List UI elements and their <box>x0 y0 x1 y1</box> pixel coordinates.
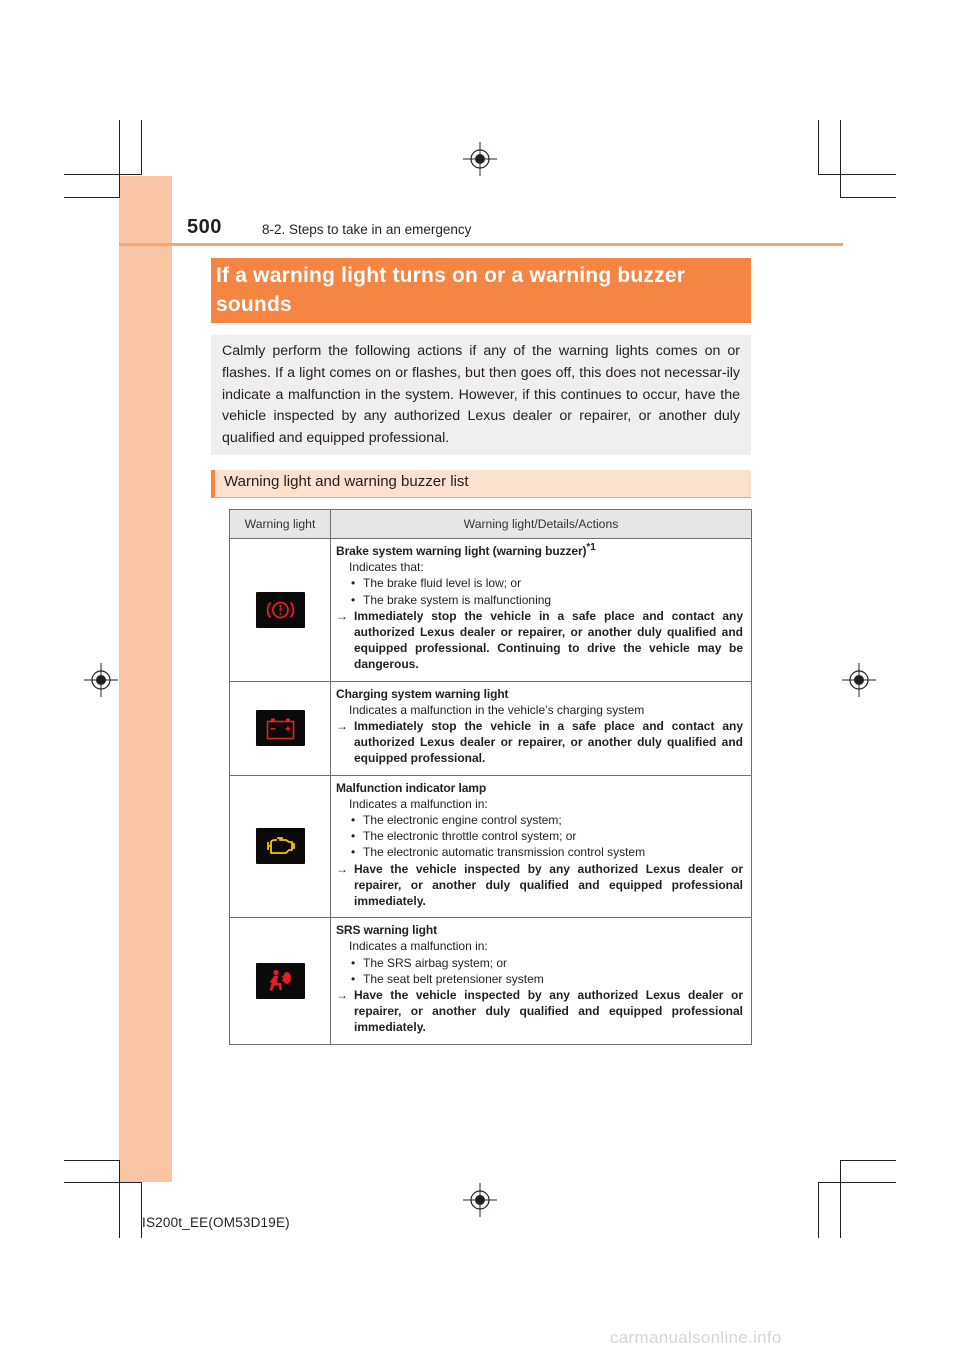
section-title: 8-2. Steps to take in an emergency <box>262 222 472 237</box>
list-item: • The SRS airbag system; or <box>336 955 743 971</box>
icon-cell <box>230 681 331 775</box>
column-header: Warning light <box>230 510 331 539</box>
list-item: • The electronic engine control system; <box>336 812 743 828</box>
crop-mark <box>119 120 120 198</box>
crop-mark <box>818 1182 896 1183</box>
list-item: • The brake fluid level is low; or <box>336 575 743 591</box>
description-cell <box>331 775 752 918</box>
brake-warning-icon <box>256 592 305 628</box>
item-action: → Immediately stop the vehicle in a safe place and contact any authorized Lexus dealer or repairer, or another duly qualified and equipped professional. Continuing to drive the vehicle may be dangerous. <box>336 608 743 672</box>
arrow-icon: → <box>336 608 348 623</box>
crop-mark <box>64 197 120 198</box>
crop-mark <box>64 1160 120 1161</box>
crop-mark <box>818 174 896 175</box>
arrow-icon: → <box>336 861 348 876</box>
item-action: → Immediately stop the vehicle in a safe place and contact any authorized Lexus dealer or repairer, or another duly qualified and equipped professional. <box>336 719 743 766</box>
item-lead: Indicates a malfunction in: <box>349 939 488 954</box>
crop-mark <box>840 120 841 198</box>
crop-mark <box>64 174 142 175</box>
description-cell <box>331 681 752 775</box>
icon-cell <box>230 775 331 918</box>
icon-cell <box>230 918 331 1044</box>
battery-charging-icon <box>256 710 305 746</box>
table-row <box>230 918 752 1044</box>
registration-mark-icon <box>84 663 118 697</box>
page-number: 500 <box>187 216 222 238</box>
item-title: Brake system warning light (warning buzzer)$^{*1}$ <box>336 542 596 558</box>
list-item: • The electronic throttle control system; or <box>336 828 743 844</box>
crop-mark <box>818 120 819 174</box>
crop-mark <box>818 1183 819 1238</box>
item-title: Malfunction indicator lamp <box>336 780 487 795</box>
item-action: → Have the vehicle inspected by any authorized Lexus dealer or repairer, or another duly qualified and equipped professional immediately. <box>336 988 743 1035</box>
icon-cell <box>230 539 331 682</box>
subheading: Warning light and warning buzzer list <box>211 470 751 498</box>
arrow-icon: → <box>336 719 348 734</box>
document-code: IS200t_EE(OM53D19E) <box>142 1215 290 1230</box>
item-lead: Indicates that: <box>349 560 424 575</box>
intro-paragraph: Calmly perform the following actions if any of the warning lights comes on or flashes. If a light comes on or flashes, but then goes off, this does not necessar-ily indicate a malfunction in the system. However, if this continues to occur, have the vehicle inspected by any authorized Lexus dealer or repairer, or another duly qualified and equipped professional. <box>211 335 751 455</box>
footnote-marker: *1 <box>586 542 596 553</box>
list-item: • The electronic automatic transmission control system <box>336 844 743 860</box>
table-row <box>230 681 752 775</box>
page-title-line1: If a warning light turns on or a warning buzzer <box>216 264 686 287</box>
registration-mark-icon <box>463 1183 497 1217</box>
table-row <box>230 539 752 682</box>
registration-mark-icon <box>842 663 876 697</box>
page-title <box>211 258 751 323</box>
item-title: Charging system warning light <box>336 686 509 701</box>
crop-mark <box>119 1160 120 1238</box>
crop-mark <box>840 197 896 198</box>
watermark: carmanualsonline.info <box>610 1328 782 1347</box>
list-item: • The seat belt pretensioner system <box>336 971 743 987</box>
table-row <box>230 775 752 918</box>
item-action: → Have the vehicle inspected by any authorized Lexus dealer or repairer, or another duly qualified and equipped professional immediately. <box>336 861 743 909</box>
description-cell <box>331 918 752 1044</box>
crop-mark <box>840 1160 841 1238</box>
list-item: • The brake system is malfunctioning <box>336 592 743 608</box>
item-lead: Indicates a malfunction in the vehicle’s charging system <box>349 702 645 717</box>
warning-light-table <box>229 509 752 1045</box>
table-header-row <box>230 510 752 539</box>
item-title: SRS warning light <box>336 923 437 938</box>
crop-mark <box>64 1182 142 1183</box>
crop-mark <box>141 120 142 174</box>
engine-check-icon <box>256 828 305 864</box>
crop-mark <box>840 1160 896 1161</box>
side-color-strip <box>119 176 172 1182</box>
item-lead: Indicates a malfunction in: <box>349 796 488 811</box>
srs-airbag-icon <box>256 963 305 999</box>
description-cell <box>331 539 752 682</box>
column-header: Warning light/Details/Actions <box>331 510 752 539</box>
registration-mark-icon <box>463 142 497 176</box>
page-title-line2: sounds <box>216 293 292 316</box>
header-divider <box>119 243 843 246</box>
arrow-icon: → <box>336 988 348 1003</box>
